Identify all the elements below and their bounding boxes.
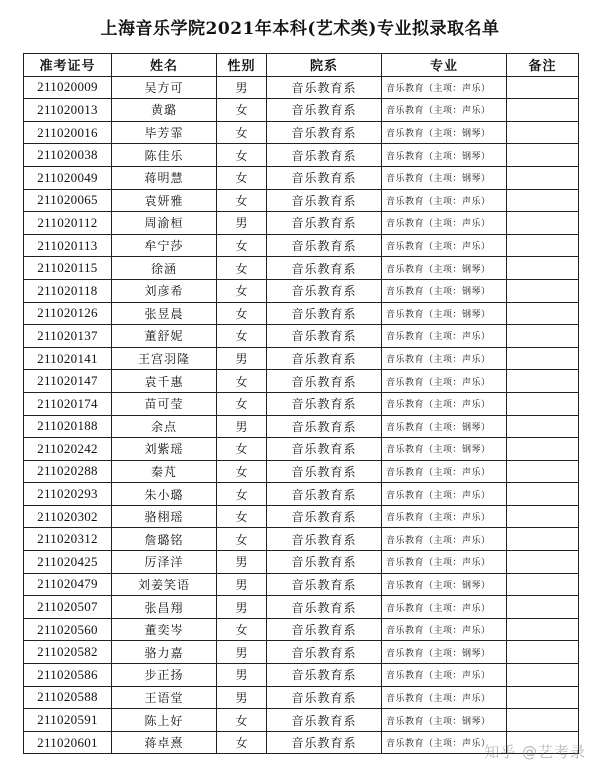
cell-major: 音乐教育（主项：声乐） bbox=[382, 505, 507, 528]
header-name: 姓名 bbox=[112, 54, 217, 77]
cell-major: 音乐教育（主项：声乐） bbox=[382, 189, 507, 212]
cell-gender: 男 bbox=[217, 415, 267, 438]
cell-remark bbox=[507, 618, 579, 641]
cell-gender: 女 bbox=[217, 121, 267, 144]
cell-remark bbox=[507, 76, 579, 99]
cell-name: 蒋卓熹 bbox=[112, 731, 217, 754]
cell-school: 音乐教育系 bbox=[267, 144, 382, 167]
cell-school: 音乐教育系 bbox=[267, 731, 382, 754]
watermark: 知乎 @艺考录 bbox=[484, 743, 586, 761]
cell-exam-id: 211020507 bbox=[24, 596, 112, 619]
table-row bbox=[24, 144, 579, 167]
cell-major: 音乐教育（主项：声乐） bbox=[382, 731, 507, 754]
cell-school: 音乐教育系 bbox=[267, 189, 382, 212]
cell-major: 音乐教育（主项：钢琴） bbox=[382, 302, 507, 325]
cell-exam-id: 211020479 bbox=[24, 573, 112, 596]
table-row bbox=[24, 460, 579, 483]
cell-school: 音乐教育系 bbox=[267, 257, 382, 280]
table-row bbox=[24, 325, 579, 348]
cell-school: 音乐教育系 bbox=[267, 279, 382, 302]
cell-remark bbox=[507, 166, 579, 189]
cell-name: 詹璐铭 bbox=[112, 528, 217, 551]
cell-exam-id: 211020147 bbox=[24, 370, 112, 393]
cell-school: 音乐教育系 bbox=[267, 505, 382, 528]
cell-gender: 男 bbox=[217, 664, 267, 687]
cell-gender: 男 bbox=[217, 551, 267, 574]
cell-school: 音乐教育系 bbox=[267, 664, 382, 687]
table-row bbox=[24, 686, 579, 709]
table-row bbox=[24, 99, 579, 122]
cell-remark bbox=[507, 596, 579, 619]
cell-gender: 女 bbox=[217, 279, 267, 302]
cell-gender: 女 bbox=[217, 483, 267, 506]
cell-name: 苗可莹 bbox=[112, 392, 217, 415]
cell-school: 音乐教育系 bbox=[267, 121, 382, 144]
cell-name: 吴方可 bbox=[112, 76, 217, 99]
cell-major: 音乐教育（主项：声乐） bbox=[382, 596, 507, 619]
cell-gender: 女 bbox=[217, 325, 267, 348]
cell-name: 张昌翔 bbox=[112, 596, 217, 619]
cell-name: 刘姜笑语 bbox=[112, 573, 217, 596]
table-row bbox=[24, 76, 579, 99]
cell-remark bbox=[507, 460, 579, 483]
table-row bbox=[24, 483, 579, 506]
table-row bbox=[24, 234, 579, 257]
cell-name: 厉泽洋 bbox=[112, 551, 217, 574]
cell-major: 音乐教育（主项：钢琴） bbox=[382, 166, 507, 189]
table-row bbox=[24, 505, 579, 528]
cell-exam-id: 211020425 bbox=[24, 551, 112, 574]
table-row bbox=[24, 596, 579, 619]
cell-exam-id: 211020113 bbox=[24, 234, 112, 257]
cell-remark bbox=[507, 370, 579, 393]
cell-remark bbox=[507, 641, 579, 664]
cell-name: 刘彦希 bbox=[112, 279, 217, 302]
cell-remark bbox=[507, 257, 579, 280]
cell-exam-id: 211020174 bbox=[24, 392, 112, 415]
cell-gender: 男 bbox=[217, 76, 267, 99]
cell-gender: 女 bbox=[217, 618, 267, 641]
cell-major: 音乐教育（主项：声乐） bbox=[382, 664, 507, 687]
table-row bbox=[24, 415, 579, 438]
cell-major: 音乐教育（主项：钢琴） bbox=[382, 121, 507, 144]
cell-school: 音乐教育系 bbox=[267, 302, 382, 325]
cell-name: 王语堂 bbox=[112, 686, 217, 709]
cell-major: 音乐教育（主项：钢琴） bbox=[382, 257, 507, 280]
cell-exam-id: 211020016 bbox=[24, 121, 112, 144]
cell-school: 音乐教育系 bbox=[267, 392, 382, 415]
cell-name: 董奕岑 bbox=[112, 618, 217, 641]
cell-major: 音乐教育（主项：钢琴） bbox=[382, 415, 507, 438]
cell-gender: 女 bbox=[217, 99, 267, 122]
cell-major: 音乐教育（主项：声乐） bbox=[382, 76, 507, 99]
cell-name: 余点 bbox=[112, 415, 217, 438]
cell-gender: 女 bbox=[217, 528, 267, 551]
cell-exam-id: 211020302 bbox=[24, 505, 112, 528]
cell-major: 音乐教育（主项：声乐） bbox=[382, 460, 507, 483]
cell-exam-id: 211020141 bbox=[24, 347, 112, 370]
cell-remark bbox=[507, 144, 579, 167]
cell-school: 音乐教育系 bbox=[267, 212, 382, 235]
cell-exam-id: 211020115 bbox=[24, 257, 112, 280]
cell-gender: 男 bbox=[217, 347, 267, 370]
cell-remark bbox=[507, 709, 579, 732]
cell-gender: 男 bbox=[217, 686, 267, 709]
cell-major: 音乐教育（主项：声乐） bbox=[382, 99, 507, 122]
table-row bbox=[24, 166, 579, 189]
cell-school: 音乐教育系 bbox=[267, 641, 382, 664]
cell-name: 董舒妮 bbox=[112, 325, 217, 348]
cell-school: 音乐教育系 bbox=[267, 99, 382, 122]
cell-exam-id: 211020013 bbox=[24, 99, 112, 122]
header-major: 专业 bbox=[382, 54, 507, 77]
table-row bbox=[24, 279, 579, 302]
cell-major: 音乐教育（主项：声乐） bbox=[382, 392, 507, 415]
cell-major: 音乐教育（主项：声乐） bbox=[382, 325, 507, 348]
cell-school: 音乐教育系 bbox=[267, 483, 382, 506]
cell-major: 音乐教育（主项：声乐） bbox=[382, 528, 507, 551]
cell-gender: 女 bbox=[217, 144, 267, 167]
cell-school: 音乐教育系 bbox=[267, 573, 382, 596]
cell-remark bbox=[507, 573, 579, 596]
cell-exam-id: 211020049 bbox=[24, 166, 112, 189]
cell-school: 音乐教育系 bbox=[267, 528, 382, 551]
cell-major: 音乐教育（主项：钢琴） bbox=[382, 641, 507, 664]
cell-major: 音乐教育（主项：声乐） bbox=[382, 551, 507, 574]
cell-remark bbox=[507, 551, 579, 574]
cell-major: 音乐教育（主项：声乐） bbox=[382, 234, 507, 257]
cell-remark bbox=[507, 483, 579, 506]
table-row bbox=[24, 528, 579, 551]
cell-gender: 女 bbox=[217, 709, 267, 732]
cell-school: 音乐教育系 bbox=[267, 460, 382, 483]
cell-major: 音乐教育（主项：声乐） bbox=[382, 686, 507, 709]
cell-school: 音乐教育系 bbox=[267, 370, 382, 393]
cell-name: 袁千惠 bbox=[112, 370, 217, 393]
cell-remark bbox=[507, 664, 579, 687]
cell-exam-id: 211020126 bbox=[24, 302, 112, 325]
cell-remark bbox=[507, 415, 579, 438]
cell-major: 音乐教育（主项：钢琴） bbox=[382, 438, 507, 461]
cell-gender: 女 bbox=[217, 302, 267, 325]
cell-gender: 女 bbox=[217, 438, 267, 461]
cell-major: 音乐教育（主项：钢琴） bbox=[382, 144, 507, 167]
cell-major: 音乐教育（主项：声乐） bbox=[382, 370, 507, 393]
cell-gender: 女 bbox=[217, 234, 267, 257]
table-header-row bbox=[24, 54, 579, 77]
cell-exam-id: 211020293 bbox=[24, 483, 112, 506]
cell-remark bbox=[507, 347, 579, 370]
cell-name: 步正扬 bbox=[112, 664, 217, 687]
cell-gender: 女 bbox=[217, 166, 267, 189]
cell-gender: 女 bbox=[217, 505, 267, 528]
cell-remark bbox=[507, 325, 579, 348]
cell-gender: 女 bbox=[217, 370, 267, 393]
table-row bbox=[24, 573, 579, 596]
cell-exam-id: 211020065 bbox=[24, 189, 112, 212]
cell-major: 音乐教育（主项：钢琴） bbox=[382, 279, 507, 302]
cell-name: 刘紫瑶 bbox=[112, 438, 217, 461]
table-row bbox=[24, 121, 579, 144]
cell-school: 音乐教育系 bbox=[267, 166, 382, 189]
document-title: 上海音乐学院2021年本科(艺术类)专业拟录取名单 bbox=[100, 19, 500, 39]
cell-gender: 女 bbox=[217, 392, 267, 415]
cell-gender: 男 bbox=[217, 212, 267, 235]
cell-major: 音乐教育（主项：声乐） bbox=[382, 347, 507, 370]
cell-exam-id: 211020009 bbox=[24, 76, 112, 99]
header-exam-id: 准考证号 bbox=[24, 54, 112, 77]
cell-name: 蒋明慧 bbox=[112, 166, 217, 189]
cell-remark bbox=[507, 99, 579, 122]
cell-gender: 女 bbox=[217, 731, 267, 754]
cell-remark bbox=[507, 528, 579, 551]
cell-exam-id: 211020588 bbox=[24, 686, 112, 709]
cell-exam-id: 211020038 bbox=[24, 144, 112, 167]
cell-exam-id: 211020137 bbox=[24, 325, 112, 348]
table-row bbox=[24, 212, 579, 235]
cell-name: 骆栩瑶 bbox=[112, 505, 217, 528]
cell-school: 音乐教育系 bbox=[267, 76, 382, 99]
cell-gender: 男 bbox=[217, 641, 267, 664]
cell-remark bbox=[507, 392, 579, 415]
table-row bbox=[24, 618, 579, 641]
table-row bbox=[24, 370, 579, 393]
cell-exam-id: 211020582 bbox=[24, 641, 112, 664]
cell-school: 音乐教育系 bbox=[267, 438, 382, 461]
cell-school: 音乐教育系 bbox=[267, 234, 382, 257]
header-remark: 备注 bbox=[507, 54, 579, 77]
cell-remark bbox=[507, 438, 579, 461]
table-body bbox=[24, 76, 579, 754]
cell-name: 周渝桓 bbox=[112, 212, 217, 235]
table-row bbox=[24, 641, 579, 664]
admission-table bbox=[23, 53, 579, 754]
cell-remark bbox=[507, 189, 579, 212]
cell-name: 徐涵 bbox=[112, 257, 217, 280]
cell-gender: 男 bbox=[217, 596, 267, 619]
cell-remark bbox=[507, 686, 579, 709]
cell-exam-id: 211020591 bbox=[24, 709, 112, 732]
header-gender: 性别 bbox=[217, 54, 267, 77]
cell-school: 音乐教育系 bbox=[267, 618, 382, 641]
cell-major: 音乐教育（主项：钢琴） bbox=[382, 573, 507, 596]
cell-gender: 女 bbox=[217, 189, 267, 212]
cell-exam-id: 211020118 bbox=[24, 279, 112, 302]
cell-school: 音乐教育系 bbox=[267, 551, 382, 574]
header-school: 院系 bbox=[267, 54, 382, 77]
cell-exam-id: 211020112 bbox=[24, 212, 112, 235]
cell-name: 毕芳霏 bbox=[112, 121, 217, 144]
cell-remark bbox=[507, 234, 579, 257]
cell-name: 王宫羽隆 bbox=[112, 347, 217, 370]
cell-gender: 男 bbox=[217, 573, 267, 596]
cell-remark bbox=[507, 302, 579, 325]
cell-name: 张昱晨 bbox=[112, 302, 217, 325]
table-row bbox=[24, 664, 579, 687]
cell-exam-id: 211020586 bbox=[24, 664, 112, 687]
cell-name: 朱小璐 bbox=[112, 483, 217, 506]
cell-exam-id: 211020312 bbox=[24, 528, 112, 551]
cell-name: 陈上好 bbox=[112, 709, 217, 732]
cell-school: 音乐教育系 bbox=[267, 686, 382, 709]
cell-exam-id: 211020560 bbox=[24, 618, 112, 641]
cell-name: 黄璐 bbox=[112, 99, 217, 122]
cell-major: 音乐教育（主项：钢琴） bbox=[382, 709, 507, 732]
table-row bbox=[24, 709, 579, 732]
cell-exam-id: 211020288 bbox=[24, 460, 112, 483]
cell-major: 音乐教育（主项：声乐） bbox=[382, 618, 507, 641]
cell-major: 音乐教育（主项：声乐） bbox=[382, 212, 507, 235]
cell-remark bbox=[507, 121, 579, 144]
cell-major: 音乐教育（主项：声乐） bbox=[382, 483, 507, 506]
cell-name: 牟宁莎 bbox=[112, 234, 217, 257]
cell-school: 音乐教育系 bbox=[267, 415, 382, 438]
cell-gender: 女 bbox=[217, 460, 267, 483]
table-row bbox=[24, 392, 579, 415]
cell-exam-id: 211020242 bbox=[24, 438, 112, 461]
cell-gender: 女 bbox=[217, 257, 267, 280]
table-row bbox=[24, 189, 579, 212]
table-row bbox=[24, 347, 579, 370]
table-row bbox=[24, 438, 579, 461]
cell-remark bbox=[507, 279, 579, 302]
cell-name: 秦芃 bbox=[112, 460, 217, 483]
cell-school: 音乐教育系 bbox=[267, 596, 382, 619]
cell-exam-id: 211020188 bbox=[24, 415, 112, 438]
cell-remark bbox=[507, 212, 579, 235]
cell-exam-id: 211020601 bbox=[24, 731, 112, 754]
table-row bbox=[24, 257, 579, 280]
table-row bbox=[24, 302, 579, 325]
cell-name: 陈佳乐 bbox=[112, 144, 217, 167]
cell-school: 音乐教育系 bbox=[267, 709, 382, 732]
cell-school: 音乐教育系 bbox=[267, 325, 382, 348]
table-row bbox=[24, 551, 579, 574]
cell-name: 骆力嘉 bbox=[112, 641, 217, 664]
cell-school: 音乐教育系 bbox=[267, 347, 382, 370]
cell-remark bbox=[507, 505, 579, 528]
cell-name: 袁妍雅 bbox=[112, 189, 217, 212]
